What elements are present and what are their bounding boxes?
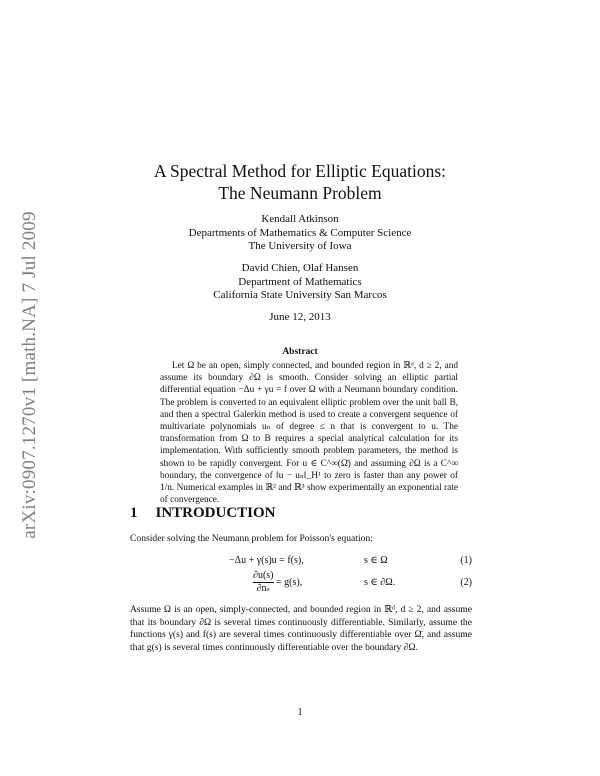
author-name: Kendall Atkinson [261, 213, 339, 225]
affiliation: Departments of Mathematics & Computer Science [188, 226, 412, 239]
author-name: David Chien, Olaf Hansen [241, 262, 359, 274]
section-heading [130, 505, 294, 522]
abstract-text: Let Ω be an open, simply connected, and bounded region in ℝᵈ, d ≥ 2, and assume its boundary ∂Ω is smooth. Consider solving an elliptic partial differential equation −Δu + γu = f over Ω with a Neumann boundary condition. The problem is converted to an equivalent elliptic problem over the unit ball B, and then a spectral Galerkin method is used to create a convergent sequence of multivariate polynomials uₙ of degree ≤ n that is convergent to u. The transformation from Ω to B requires a special analytical calculation for its implementation. With sufficiently smooth problem parameters, the method is shown to be rapidly convergent. For u ∈ C^∞(Ω̄) and assuming ∂Ω is a C^∞ boundary, the convergence of ‖u − uₙ‖_H¹ to zero is faster than any power of 1/n. Numerical examples in ℝ² and ℝ³ show experimentally an exponential rate of convergence. [160, 361, 458, 506]
author-block-1 [0, 213, 600, 254]
equation-1-lhs: −Δu + γ(s)u = f(s), [229, 555, 304, 566]
equation-1-number: (1) [460, 555, 472, 566]
equation-2-fraction [253, 570, 274, 595]
equation-2-number: (2) [460, 577, 472, 588]
abstract-heading: Abstract [282, 347, 318, 357]
equation-2-rhs: = g(s), [276, 576, 303, 588]
intro-paragraph-1: Consider solving the Neumann problem for Poisson's equation: [130, 533, 373, 544]
fraction-denominator: ∂nₛ [256, 583, 270, 594]
intro-paragraph-2: Assume Ω is an open, simply-connected, and bounded region in ℝᵈ, d ≥ 2, and assume that its boundary ∂Ω is several times continuously differentiable. Similarly, assume the functions γ(s) and f(s) are several times continuously differentiable over Ω̄, and assume that g(s) is several times continuously differentiable over the boundary ∂Ω. [130, 604, 472, 653]
equation-2-condition: s ∈ ∂Ω. [364, 577, 396, 588]
affiliation: California State University San Marcos [213, 289, 387, 301]
paper-date: June 12, 2013 [269, 311, 331, 323]
equation-1-condition: s ∈ Ω [364, 555, 388, 566]
section-title: INTRODUCTION [155, 505, 276, 521]
abstract [160, 360, 458, 506]
equation-2 [253, 570, 302, 595]
arxiv-stamp: arXiv:0907.1270v1 [math.NA] 7 Jul 2009 [19, 211, 40, 539]
fraction-numerator: ∂u(s) [253, 570, 274, 581]
section-number: 1 [130, 505, 138, 521]
affiliation: Department of Mathematics [238, 275, 362, 288]
title-line-2: The Neumann Problem [218, 183, 382, 203]
paper-title [0, 160, 600, 204]
title-line-1: A Spectral Method for Elliptic Equations: [153, 161, 447, 181]
affiliation: The University of Iowa [248, 240, 352, 252]
author-block-2 [0, 262, 600, 303]
page-number: 1 [297, 707, 303, 718]
